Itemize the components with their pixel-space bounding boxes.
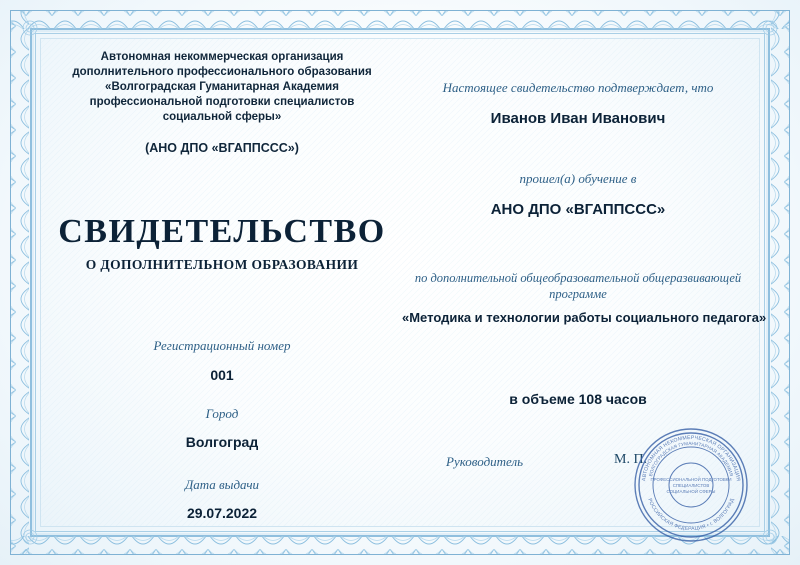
confirmation-intro: Настоящее свидетельство подтверждает, что [442, 80, 714, 95]
registration-number-label: Регистрационный номер [153, 338, 291, 353]
program-label: по дополнительной общеобразовательной общеразвивающей программе [414, 271, 742, 301]
program-value: «Методика и технологии работы социального педагога» [402, 310, 767, 325]
svg-text:СОЦИАЛЬНОЙ СФЕРЫ: СОЦИАЛЬНОЙ СФЕРЫ [666, 489, 716, 494]
program-volume: в объеме 108 часов [509, 391, 647, 407]
certificate-content [46, 44, 767, 533]
holder-name: Иванов Иван Иванович [490, 110, 666, 127]
document-subtitle: О ДОПОЛНИТЕЛЬНОМ ОБРАЗОВАНИИ [85, 257, 359, 272]
signature-mark: М. П. [614, 452, 648, 467]
official-seal [632, 426, 750, 544]
issue-date-field [46, 476, 398, 521]
studied-label: прошел(а) обучение в [519, 171, 637, 186]
svg-text:ПРОФЕССИОНАЛЬНОЙ ПОДГОТОВКИ: ПРОФЕССИОНАЛЬНОЙ ПОДГОТОВКИ [650, 477, 732, 482]
svg-text:СПЕЦИАЛИСТОВ: СПЕЦИАЛИСТОВ [672, 483, 710, 488]
issue-date-value: 29.07.2022 [186, 505, 258, 521]
registration-number-value: 001 [210, 367, 234, 383]
organization-abbreviation: (АНО ДПО «ВГАППССС») [145, 141, 299, 155]
city-label: Город [205, 406, 239, 421]
city-field [46, 405, 398, 450]
svg-text:ВОЛГОГРАДСКАЯ ГУМАНИТАРНАЯ АКА: ВОЛГОГРАДСКАЯ ГУМАНИТАРНАЯ АКАДЕМИЯ [647, 440, 735, 477]
city-value: Волгоград [185, 434, 259, 450]
signer-label: Руководитель [446, 454, 524, 469]
left-column [46, 44, 398, 521]
svg-text:АВТОНОМНАЯ НЕКОММЕРЧЕСКАЯ ОРГА: АВТОНОМНАЯ НЕКОММЕРЧЕСКАЯ ОРГАНИЗАЦИЯ [641, 434, 741, 482]
issue-date-label: Дата выдачи [184, 477, 260, 492]
studied-organization: АНО ДПО «ВГАППССС» [490, 201, 666, 218]
svg-text:РОССИЙСКАЯ ФЕДЕРАЦИЯ • г. ВОЛГ: РОССИЙСКАЯ ФЕДЕРАЦИЯ • г. ВОЛГОГРАД [646, 497, 736, 533]
organization-name: Автономная некоммерческая организация дополнительного профессионального образования «Волгоградская Гуманитарная Академия профессиональной подготовки специалистов социальной сферы» [72, 51, 372, 123]
document-title: СВИДЕТЕЛЬСТВО [58, 213, 386, 250]
registration-number-field [46, 337, 398, 383]
